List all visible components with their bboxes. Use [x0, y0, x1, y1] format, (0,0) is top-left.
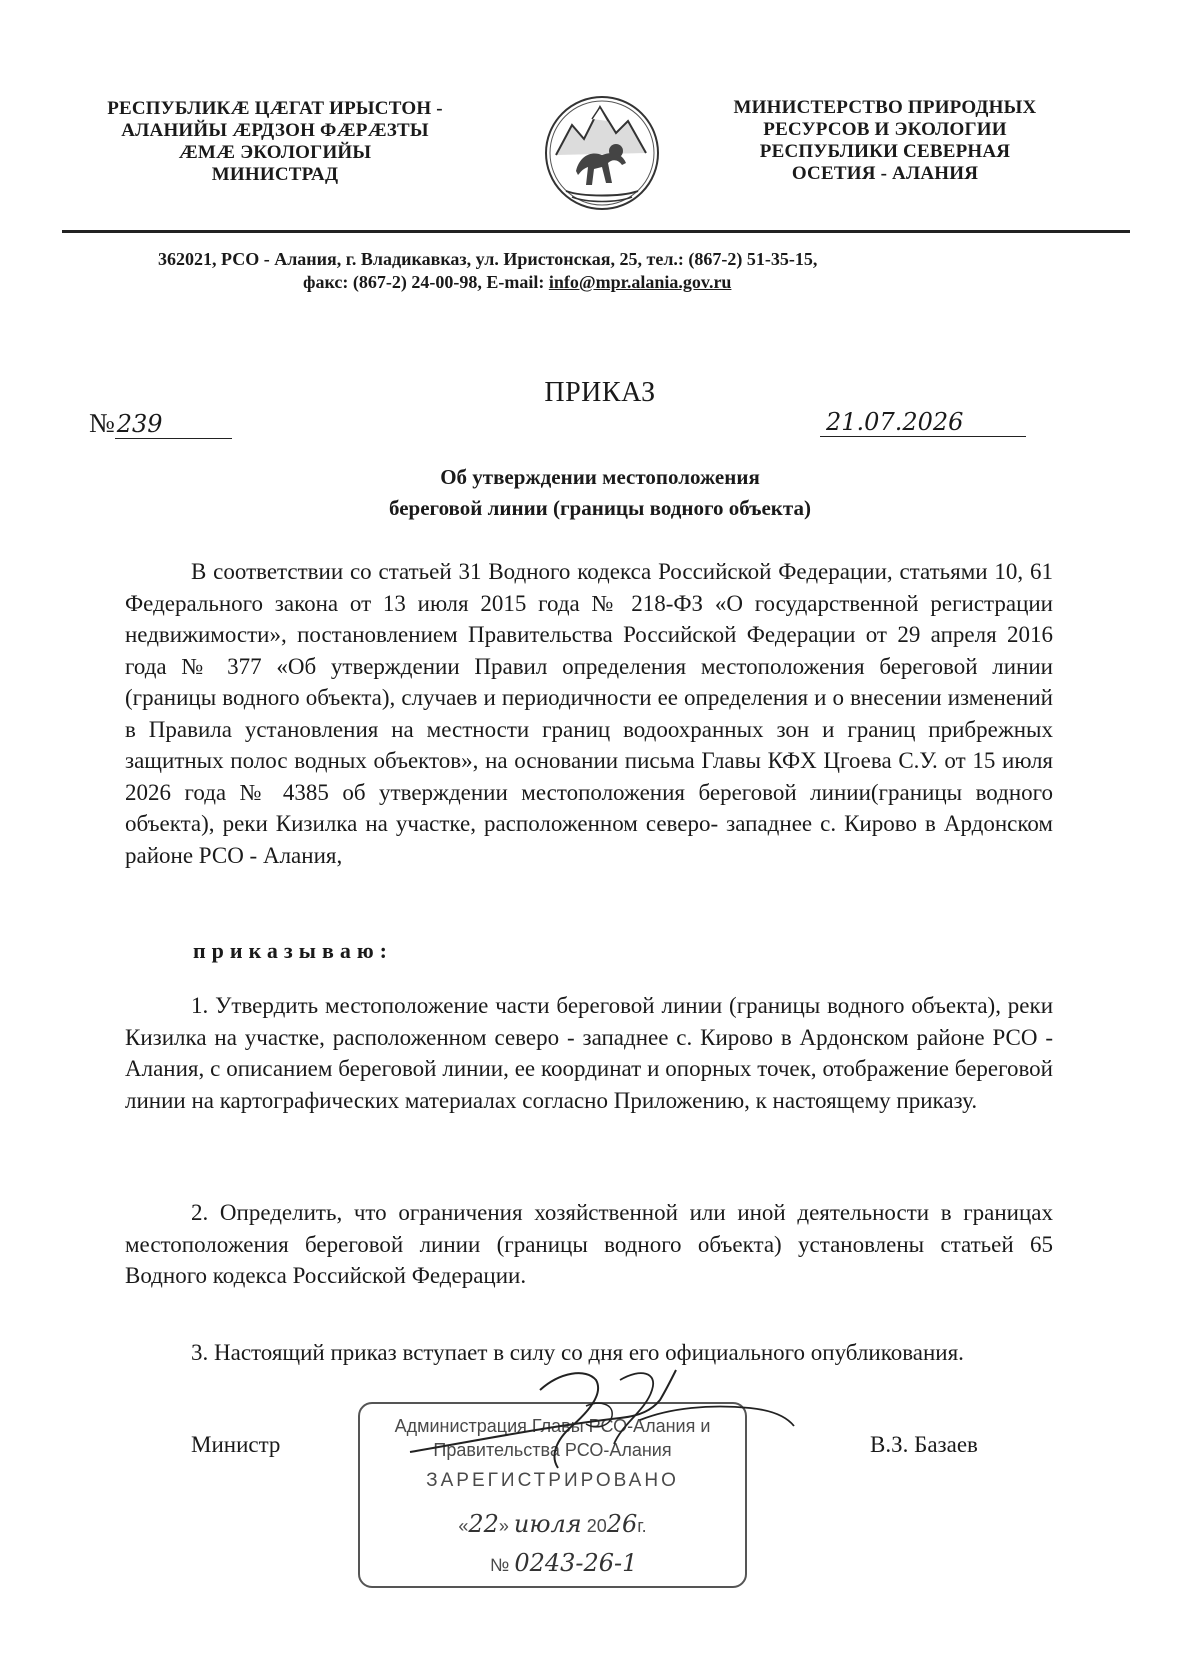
coat-of-arms-snow-leopard-icon — [542, 93, 662, 213]
order-number-value: 239 — [115, 410, 232, 439]
stamp-registered: ЗАРЕГИСТРИРОВАНО — [426, 1470, 679, 1491]
stamp-quote-close: » — [498, 1516, 509, 1536]
header-right-line: РЕСПУБЛИКИ СЕВЕРНАЯ — [759, 141, 1011, 162]
stamp-authority-2: Правительства РСО-Алания — [433, 1440, 672, 1460]
stamp-day: 22 — [468, 1510, 499, 1538]
stamp-reg-prefix: № — [490, 1555, 510, 1575]
header-right-line: МИНИСТЕРСТВО ПРИРОДНЫХ — [733, 97, 1037, 118]
document-subject — [0, 462, 1200, 524]
signature-scribble — [390, 1360, 800, 1480]
address-line: 362021, РСО - Алания, г. Владикавказ, ул. Иристонская, 25, тел.: (867-2) 51-35-15, — [158, 249, 818, 269]
header-left-line: АЛАНИЙЫ ÆРДЗОН ФÆРÆЗТЫ — [121, 120, 429, 141]
header-left-ossetian — [70, 98, 480, 186]
number-sign: № — [89, 408, 115, 438]
order-date: 21.07.2026 — [820, 408, 1026, 437]
stamp-quote-open: « — [458, 1516, 469, 1536]
stamp-month: июля — [513, 1510, 582, 1538]
order-item-1: 1. Утвердить местоположение части береговой линии (границы водного объекта), реки Кизилка на участке, расположенном северо - западнее с. Кирово в Ардонском районе РСО - Алания, с описанием береговой линии, ее координат и опорных точек, отображение береговой линии на картографических материалах согласно Приложению, к настоящему приказу. — [125, 993, 1053, 1113]
document-title: ПРИКАЗ — [544, 377, 656, 408]
stamp-authority: Администрация Главы РСО-Алания и — [394, 1416, 711, 1436]
contact-line — [303, 271, 731, 293]
signatory-title: Министр — [191, 1432, 281, 1457]
subject-line: береговой линии (границы водного объекта) — [389, 496, 811, 520]
header-left-line: ÆМÆ ЭКОЛОГИЙЫ — [178, 142, 372, 163]
signatory-name: В.З. Базаев — [870, 1432, 978, 1457]
header-right-russian — [680, 97, 1090, 185]
order-word: приказываю: — [193, 938, 393, 963]
stamp-year-unit: г. — [637, 1516, 647, 1536]
stamp-reg-number — [490, 1549, 637, 1577]
stamp-reg-value: 0243-26-1 — [514, 1549, 638, 1577]
header-divider — [62, 230, 1130, 233]
header-left-line: РЕСПУБЛИКÆ ЦÆГАТ ИРЫСТОН - — [107, 98, 443, 119]
order-item-3: 3. Настоящий приказ вступает в силу со дня его официального опубликования. — [191, 1340, 964, 1365]
order-item-2: 2. Определить, что ограничения хозяйственной или иной деятельности в границах местоположения береговой линии (границы водного объекта) установлены статьей 65 Водного кодекса Российской Федерации. — [125, 1200, 1053, 1288]
subject-line: Об утверждении местоположения — [440, 465, 760, 489]
stamp-year-suffix: 26 — [606, 1510, 638, 1538]
email-link[interactable]: info@mpr.alania.gov.ru — [548, 272, 732, 292]
stamp-date — [360, 1510, 745, 1538]
stamp-year-prefix: 20 — [586, 1516, 607, 1536]
header-right-line: РЕСУРСОВ И ЭКОЛОГИИ — [763, 119, 1007, 140]
fax-text: факс: (867-2) 24-00-98, E-mail: — [303, 272, 549, 292]
header-right-line: ОСЕТИЯ - АЛАНИЯ — [791, 163, 979, 184]
order-number — [89, 408, 232, 439]
preamble-paragraph: В соответствии со статьей 31 Водного кодекса Российской Федерации, статьями 10, 61 Федерального закона от 13 июля 2015 года № 218-ФЗ «О государственной регистрации недвижимости», постановлением Правительства Российской Федерации от 29 апреля 2016 года № 377 «Об утверждении Правил определения местоположения береговой линии (границы водного объекта), случаев и периодичности ее определения и о внесении изменений в Правила установления на местности границ водоохранных зон и границ прибрежных защитных полос водных объектов», на основании письма Главы КФХ Цгоева С.У. от 15 июля 2026 года № 4385 об утверждении местоположения береговой линии(границы водного объекта), реки Кизилка на участке, расположенном северо- западнее с. Кирово в Ардонском районе РСО - Алания, — [125, 559, 1053, 868]
header-left-line: МИНИСТРАД — [211, 164, 339, 185]
